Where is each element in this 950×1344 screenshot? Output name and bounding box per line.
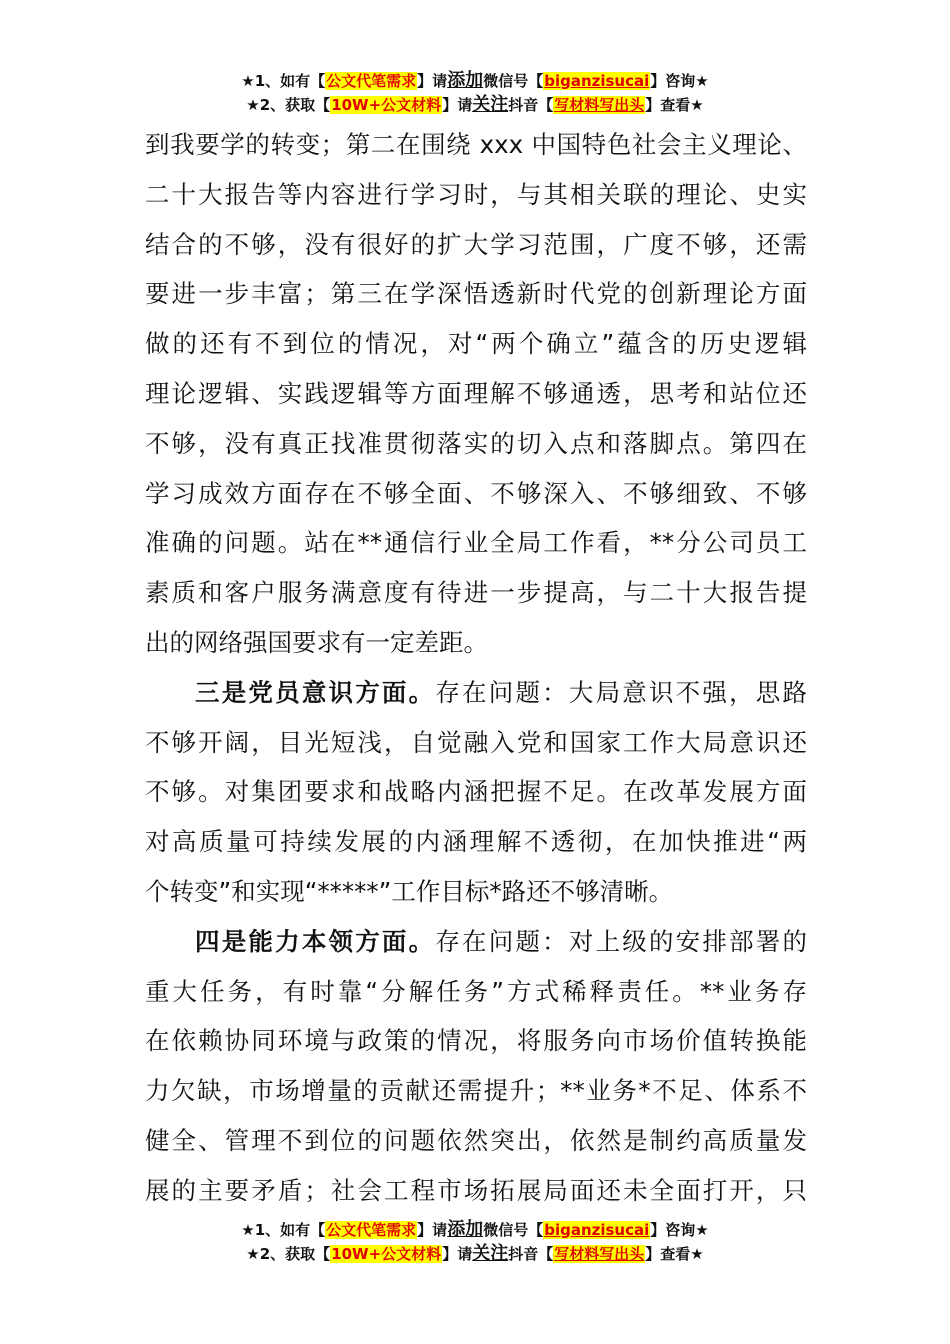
text-line: 力欠缺，市场增量的贡献还需提升；**业务*不足、体系不 <box>145 1076 807 1106</box>
promo-emphasis: 关注 <box>472 1243 509 1264</box>
promo-line-2 <box>0 1242 950 1266</box>
douyin-id: 写材料写出头 <box>554 96 645 114</box>
promo-banner-bottom <box>0 1218 950 1266</box>
text-line <box>145 917 807 967</box>
text-line <box>145 668 807 718</box>
promo-emphasis: 关注 <box>472 94 509 115</box>
text-line: 健全、管理不到位的问题依然突出，依然是制约高质量发 <box>145 1125 807 1155</box>
text-line: 不够。对集团要求和战略内涵把握不足。在改革发展方面 <box>145 777 807 807</box>
text-line: 到我要学的转变；第二在围绕 xxx 中国特色社会主义理论、 <box>145 130 807 159</box>
promo-line-1 <box>0 1218 950 1242</box>
paragraph-1 <box>145 120 807 668</box>
promo-text: ★2、获取【 <box>246 96 331 114</box>
text: 存在问题：大局意识不强，思路 <box>435 677 807 707</box>
promo-text: 】查看★ <box>645 1245 704 1263</box>
promo-text: 】咨询★ <box>650 72 709 90</box>
text-line: 重大任务，有时靠“分解任务”方式稀释责任。**业务存 <box>145 976 807 1006</box>
promo-line-1 <box>0 69 950 93</box>
section-heading: 四是能力本领方面。 <box>195 926 436 956</box>
promo-text: ★1、如有【 <box>241 1221 326 1239</box>
promo-text: ★2、获取【 <box>246 1245 331 1263</box>
promo-text: 】请 <box>417 72 448 90</box>
text-line: 出的网络强国要求有一定差距。 <box>145 627 488 657</box>
promo-text: 】请 <box>417 1221 448 1239</box>
promo-highlight: 10W+公文材料 <box>331 96 442 114</box>
section-heading: 三是党员意识方面。 <box>195 677 436 707</box>
text-line: 不够开阔，目光短浅，自觉融入党和国家工作大局意识还 <box>145 727 807 757</box>
promo-text: 微信号【 <box>483 1221 544 1239</box>
promo-emphasis: 添加 <box>447 70 484 91</box>
text-line: 展的主要矛盾；社会工程市场拓展局面还未全面打开，只 <box>145 1175 807 1205</box>
text-line: 准确的问题。站在**通信行业全局工作看，**分公司员工 <box>145 528 807 558</box>
douyin-id: 写材料写出头 <box>554 1245 645 1263</box>
text-line: 结合的不够，没有很好的扩大学习范围，广度不够，还需 <box>145 229 807 259</box>
promo-highlight: 公文代笔需求 <box>326 72 417 90</box>
text-line: 素质和客户服务满意度有待进一步提高，与二十大报告提 <box>145 578 807 608</box>
text-line: 不够，没有真正找准贯彻落实的切入点和落脚点。第四在 <box>145 428 807 458</box>
promo-text: 】查看★ <box>645 96 704 114</box>
paragraph-2 <box>145 668 807 917</box>
text-line: 学习成效方面存在不够全面、不够深入、不够细致、不够 <box>145 478 807 508</box>
text-line: 个转变”和实现“*****”工作目标*路还不够清晰。 <box>145 876 674 906</box>
text-line: 理论逻辑、实践逻辑等方面理解不够通透，思考和站位还 <box>145 378 807 408</box>
document-body <box>145 120 807 1216</box>
promo-text: 抖音【 <box>508 96 554 114</box>
promo-text: 】咨询★ <box>650 1221 709 1239</box>
text-line: 对高质量可持续发展的内涵理解不透彻，在加快推进“两 <box>145 827 807 857</box>
wechat-id: biganzisucai <box>544 72 650 90</box>
promo-highlight: 10W+公文材料 <box>331 1245 442 1263</box>
promo-text: 微信号【 <box>483 72 544 90</box>
promo-banner-top <box>0 69 950 117</box>
text-line: 在依赖协同环境与政策的情况，将服务向市场价值转换能 <box>145 1026 807 1056</box>
promo-line-2 <box>0 93 950 117</box>
text-line: 做的还有不到位的情况，对“两个确立”蕴含的历史逻辑 <box>145 329 807 359</box>
promo-text: ★1、如有【 <box>241 72 326 90</box>
promo-highlight: 公文代笔需求 <box>326 1221 417 1239</box>
text-line: 要进一步丰富；第三在学深悟透新时代党的创新理论方面 <box>145 279 807 309</box>
wechat-id: biganzisucai <box>544 1221 650 1239</box>
text-line: 二十大报告等内容进行学习时，与其相关联的理论、史实 <box>145 179 807 209</box>
promo-emphasis: 添加 <box>447 1219 484 1240</box>
promo-text: 】请 <box>442 1245 473 1263</box>
promo-text: 】请 <box>442 96 473 114</box>
text: 存在问题：对上级的安排部署的 <box>435 926 807 956</box>
promo-text: 抖音【 <box>508 1245 554 1263</box>
paragraph-3 <box>145 917 807 1216</box>
